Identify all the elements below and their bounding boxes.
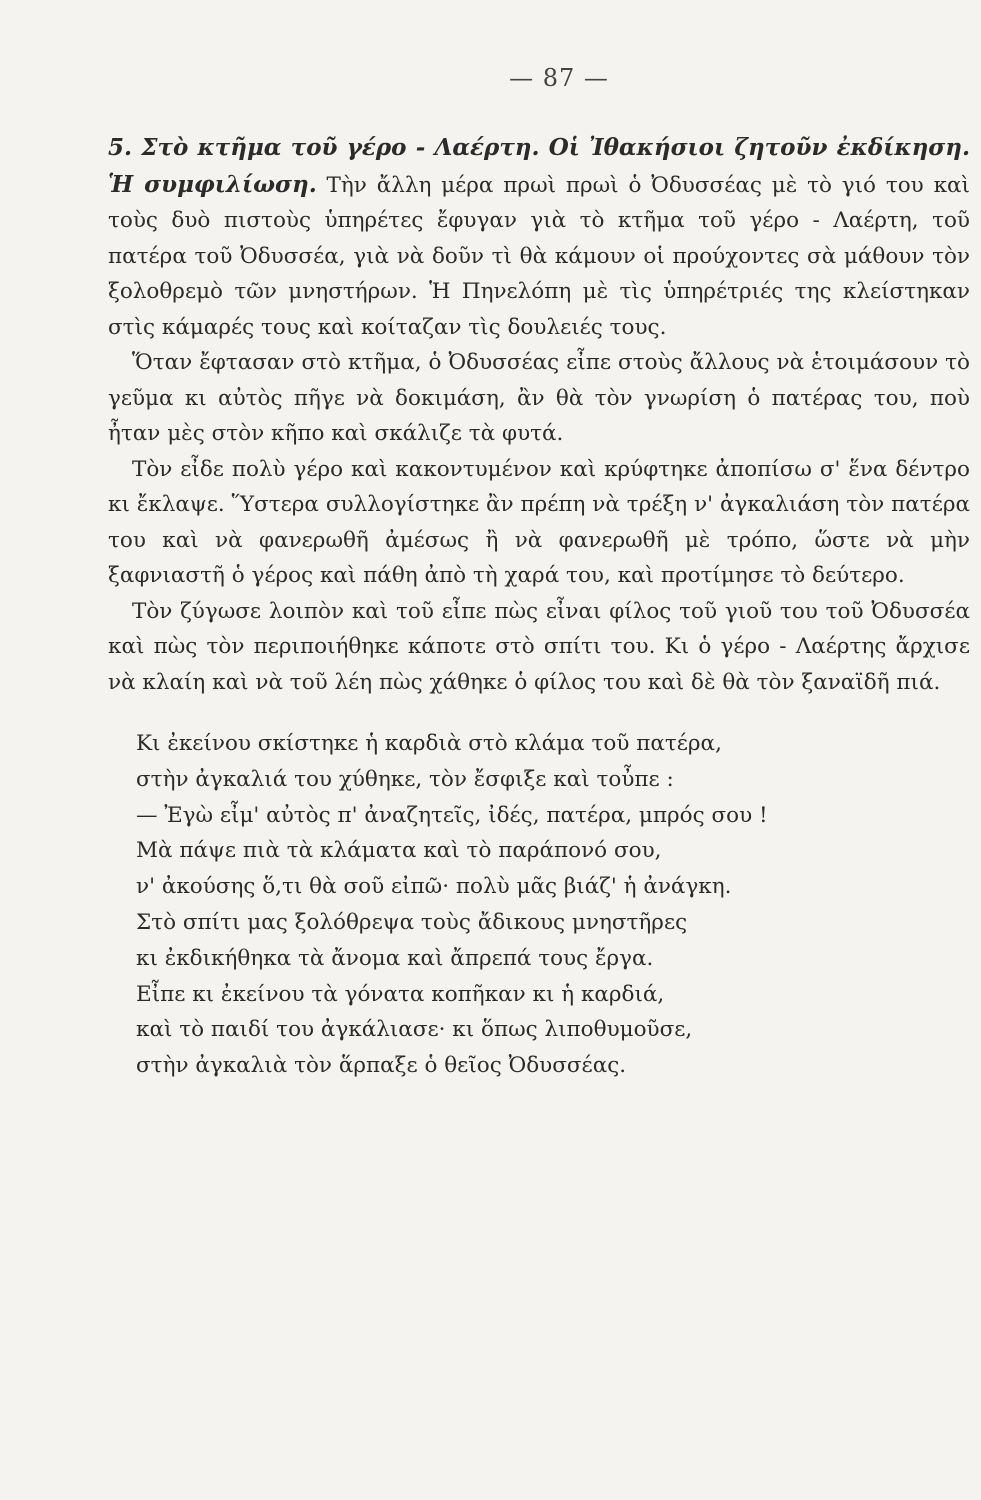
poem-line: Κι ἐκείνου σκίστηκε ἡ καρδιὰ στὸ κλάμα τοῦ πατέρα, <box>136 731 722 756</box>
poem-line: στὴν ἀγκαλιὰ τὸν ἅρπαξε ὁ θεῖος Ὀδυσσέας. <box>136 1053 627 1079</box>
prose-body <box>108 130 970 700</box>
poem-line: — Ἐγὼ εἶμ' αὐτὸς π' ἀναζητεῖς, ἰδές, πατέρα, μπρός σου ! <box>136 802 768 828</box>
paragraph-1-text: Τὴν ἄλλη μέρα πρωὶ πρωὶ ὁ Ὀδυσσέας μὲ τὸ γιό του καὶ τοὺς δυὸ πιστοὺς ὑπηρέτες ἔφυγαν γιὰ τὸ κτῆμα τοῦ γέρο - Λαέρτη, τοῦ πατέρα τοῦ Ὀδυσσέα, γιὰ νὰ δοῦν τὶ θὰ κάμουν οἱ προύχοντες σὰ μάθουν τὸν ξολοθρεμὸ τῶν μνηστήρων. Ἡ Πηνελόπη μὲ τὶς ὑπηρέτριές της κλείστηκαν στὶς κάμαρές τους καὶ κοίταζαν τὶς δουλειές τους. <box>108 172 970 340</box>
section-heading: 5. Στὸ κτῆμα τοῦ γέρο - Λαέρτη. Οἱ Ἰθακήσιοι ζητοῦν ἐκδίκηση. Ἡ συμφιλίωση. <box>108 134 970 198</box>
book-page <box>108 64 970 1084</box>
poem-line: καὶ τὸ παιδί του ἀγκάλιασε· κι ὅπως λιποθυμοῦσε, <box>136 1017 693 1043</box>
poem-line: ν' ἀκούσης ὅ,τι θὰ σοῦ εἰπῶ· πολὺ μᾶς βιάζ' ἡ ἀνάγκη. <box>136 874 732 900</box>
poem-block <box>136 726 970 1084</box>
paragraph-3: Τὸν εἶδε πολὺ γέρο καὶ κακοντυμένον καὶ κρύφτηκε ἀποπίσω σ' ἕνα δέντρο κι ἔκλαψε. Ὕστερα συλλογίστηκε ἂν πρέπη νὰ τρέξη ν' ἀγκαλιάση τὸν πατέρα του καὶ νὰ φανερωθῆ ἀμέσως ἢ νὰ φανερωθῆ μὲ τρόπο, ὥστε νὰ μὴν ξαφνιαστῆ ὁ γέρος καὶ πάθη ἀπὸ τὴ χαρά του, καὶ προτίμησε τὸ δεύτερο. <box>108 456 970 588</box>
paragraph-2: Ὅταν ἔφτασαν στὸ κτῆμα, ὁ Ὀδυσσέας εἶπε στοὺς ἄλλους νὰ ἑτοιμάσουν τὸ γεῦμα κι αὐτὸς πῆγε νὰ δοκιμάση, ἂν θὰ τὸν γνωρίση ὁ πατέρας του, ποὺ ἦταν μὲς στὸν κῆπο καὶ σκάλιζε τὰ φυτά. <box>108 350 970 446</box>
poem-line: στὴν ἀγκαλιά του χύθηκε, τὸν ἔσφιξε καὶ τοὖπε : <box>136 766 674 792</box>
poem-line: κι ἐκδικήθηκα τὰ ἄνομα καὶ ἄπρεπά τους ἔργα. <box>136 945 654 971</box>
page-number: — 87 — <box>509 64 609 92</box>
poem-line: Μὰ πάψε πιὰ τὰ κλάματα καὶ τὸ παράπονό σου, <box>136 838 662 864</box>
paragraph-4: Τὸν ζύγωσε λοιπὸν καὶ τοῦ εἶπε πὼς εἶναι φίλος τοῦ γιοῦ του τοῦ Ὀδυσσέα καὶ πὼς τὸν περιποιήθηκε κάποτε στὸ σπίτι του. Κι ὁ γέρο - Λαέρτης ἄρχισε νὰ κλαίη καὶ νὰ τοῦ λέη πὼς χάθηκε ὁ φίλος του καὶ δὲ θὰ τὸν ξαναϊδῆ πιά. <box>108 598 970 695</box>
paragraph-1 <box>108 130 970 345</box>
poem-line: Εἶπε κι ἐκείνου τὰ γόνατα κοπῆκαν κι ἡ καρδιά, <box>136 981 665 1007</box>
poem-line: Στὸ σπίτι μας ξολόθρεψα τοὺς ἄδικους μνηστῆρες <box>136 909 688 935</box>
